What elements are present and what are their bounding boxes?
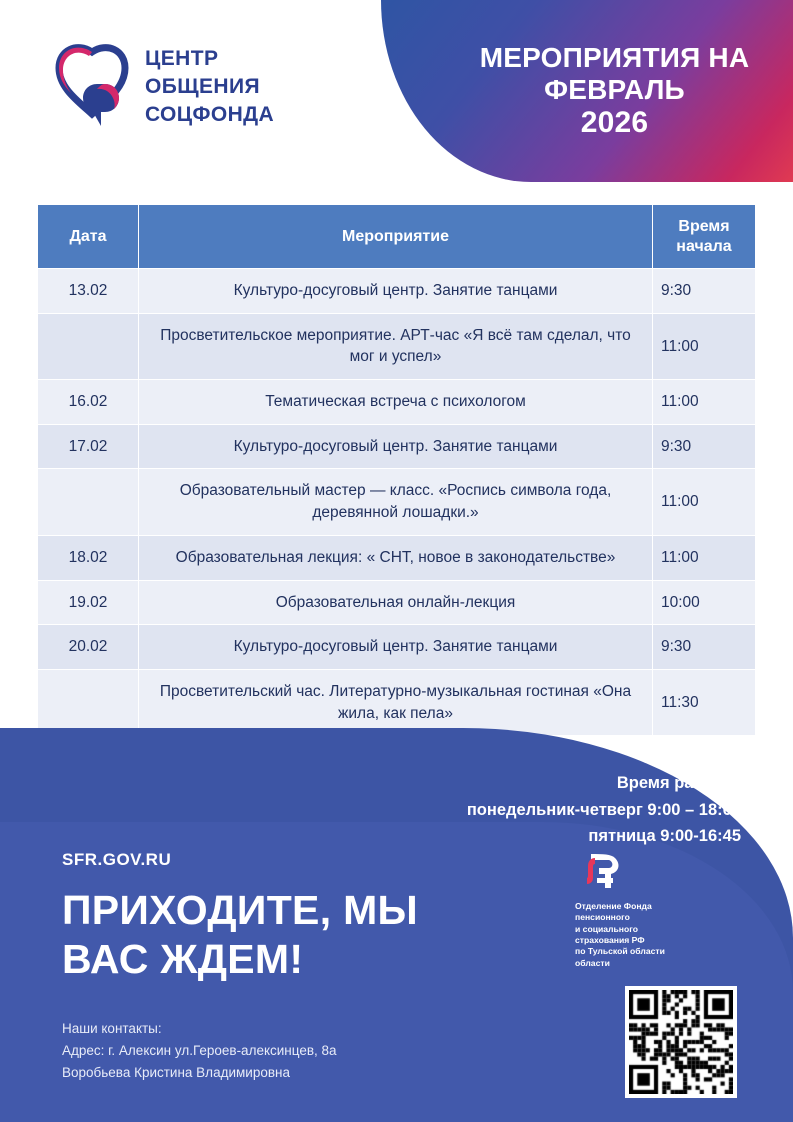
cell-event: Просветительский час. Литературно-музыкальная гостиная «Она жила, как пела» (139, 669, 653, 735)
working-hours (467, 770, 741, 850)
sfr-caption-line-2: пенсионного (575, 912, 630, 923)
organization-logo (55, 44, 274, 130)
cell-event: Культуро-досуговый центр. Занятие танцами (139, 625, 653, 670)
cell-date: 13.02 (38, 269, 139, 314)
header-banner (381, 0, 793, 182)
cell-time: 11:00 (653, 535, 756, 580)
cell-date: 19.02 (38, 580, 139, 625)
table-row (38, 424, 756, 469)
table-row (38, 535, 756, 580)
sfr-caption (575, 901, 697, 969)
schedule-table-body (38, 269, 756, 736)
cell-date: 16.02 (38, 380, 139, 425)
column-header-date: Дата (38, 205, 139, 269)
cell-date: 20.02 (38, 625, 139, 670)
logo-line-2: ОБЩЕНИЯ (145, 75, 260, 99)
contacts-person: Воробьева Кристина Владимировна (62, 1064, 290, 1080)
cell-date (38, 313, 139, 379)
logo-line-1: ЦЕНТР (145, 47, 219, 71)
slogan-line-1: ПРИХОДИТЕ, МЫ (62, 887, 418, 933)
cell-event: Образовательный мастер — класс. «Роспись символа года, деревянной лошадки.» (139, 469, 653, 535)
cell-event: Просветительское мероприятие. АРТ-час «Я всё там сделал, что мог и успел» (139, 313, 653, 379)
cell-event: Образовательная онлайн-лекция (139, 580, 653, 625)
cell-time: 9:30 (653, 625, 756, 670)
schedule-table (37, 204, 756, 736)
table-row (38, 269, 756, 314)
table-row (38, 469, 756, 535)
banner-line-1: МЕРОПРИЯТИЯ НА (479, 42, 750, 73)
cell-time: 10:00 (653, 580, 756, 625)
sfr-caption-line-1: Отделение Фонда (575, 901, 652, 911)
cell-time: 11:00 (653, 313, 756, 379)
cell-event: Образовательная лекция: « СНТ, новое в законодательстве» (139, 535, 653, 580)
sfr-caption-line-4: страхования РФ (575, 935, 645, 946)
cell-event: Культуро-досуговый центр. Занятие танцами (139, 269, 653, 314)
column-header-time-line2: начала (676, 237, 732, 255)
banner-line-3: 2026 (580, 105, 649, 139)
table-row (38, 313, 756, 379)
banner-line-2: ФЕВРАЛЬ (544, 73, 685, 105)
contacts-title: Наши контакты: (62, 1021, 162, 1036)
qr-code-icon[interactable] (625, 986, 737, 1098)
cell-date: 17.02 (38, 424, 139, 469)
logo-text (145, 45, 274, 128)
website-url[interactable]: SFR.GOV.RU (62, 850, 172, 869)
page-footer (0, 728, 793, 1122)
contacts-address: Адрес: г. Алексин ул.Героев-алексинцев, 8а (62, 1042, 337, 1058)
contacts-block (62, 1018, 337, 1084)
cell-event: Тематическая встреча с психологом (139, 380, 653, 425)
qr-code-canvas (629, 990, 733, 1094)
sfr-caption-line-6: области (575, 957, 610, 968)
table-row (38, 669, 756, 735)
column-header-event: Мероприятие (139, 205, 653, 269)
column-header-time (653, 205, 756, 269)
slogan-line-2: ВАС ЖДЕМ! (62, 936, 304, 983)
table-row (38, 625, 756, 670)
sfr-caption-line-5: по Тульской области (575, 946, 665, 957)
sfr-branding (575, 848, 697, 969)
cell-date (38, 469, 139, 535)
cell-date: 18.02 (38, 535, 139, 580)
heart-speech-bubble-logo-icon (55, 44, 129, 130)
cell-time: 11:00 (653, 380, 756, 425)
page-header (0, 0, 793, 182)
working-hours-friday: пятница 9:00-16:45 (588, 827, 741, 846)
sfr-caption-line-3: и социального (575, 923, 638, 934)
slogan (62, 886, 418, 984)
cell-time: 11:00 (653, 469, 756, 535)
cell-time: 9:30 (653, 424, 756, 469)
table-header-row (38, 205, 756, 269)
cell-event: Культуро-досуговый центр. Занятие танцами (139, 424, 653, 469)
cell-date (38, 669, 139, 735)
column-header-time-line1: Время (678, 218, 730, 235)
table-row (38, 380, 756, 425)
working-hours-title: Время работы: (616, 774, 741, 792)
working-hours-weekdays: понедельник-четверг 9:00 – 18:00 (466, 800, 741, 819)
sfr-logo-icon (581, 848, 627, 894)
cell-time: 11:30 (653, 669, 756, 735)
schedule-section (37, 204, 756, 736)
logo-line-3: СОЦФОНДА (145, 102, 275, 126)
table-row (38, 580, 756, 625)
cell-time: 9:30 (653, 269, 756, 314)
